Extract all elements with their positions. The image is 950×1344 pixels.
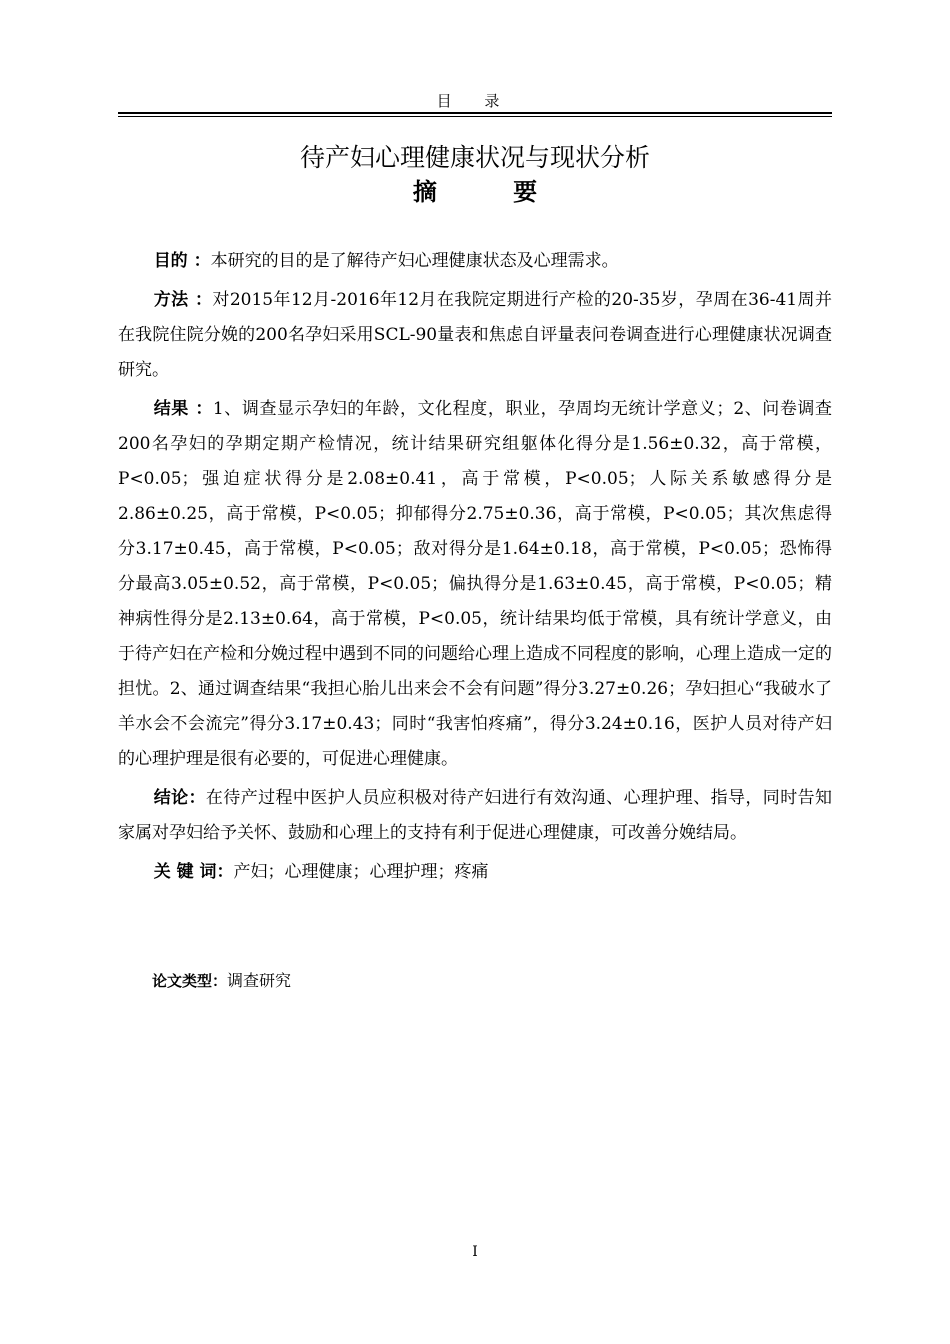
keywords-text: 产妇；心理健康；心理护理；疼痛 <box>233 862 489 882</box>
method-text: 对2015年12月-2016年12月在我院定期进行产检的20-35岁，孕周在36-41周并在我院住院分娩的200名孕妇采用SCL-90量表和焦虑自评量表问卷调查进行心理健康状况调查研究。 <box>118 290 832 380</box>
paper-type <box>152 968 291 991</box>
method-label: 方法 ： <box>153 290 213 310</box>
keywords-label: 关 键 词： <box>153 862 234 882</box>
paper-type-label: 论文类型： <box>152 972 228 990</box>
purpose-paragraph <box>118 244 832 279</box>
page-number: I <box>472 1244 478 1260</box>
abstract-heading: 摘 要 <box>412 177 572 206</box>
header-rule-thick <box>118 112 832 114</box>
abstract-body <box>118 244 832 894</box>
method-paragraph <box>118 283 832 388</box>
conclusion-paragraph <box>118 781 832 851</box>
conclusion-text: 在待产过程中医护人员应积极对待产妇进行有效沟通、心理护理、指导，同时告知家属对孕妇给予关怀、鼓励和心理上的支持有利于促进心理健康，可改善分娩结局。 <box>118 788 833 843</box>
paper-title: 待产妇心理健康状况与现状分析 <box>299 143 650 172</box>
paper-type-value: 调查研究 <box>227 971 292 990</box>
header-rule-thin <box>118 116 832 117</box>
result-paragraph <box>118 392 832 777</box>
purpose-label: 目的 ： <box>153 251 211 271</box>
keywords-paragraph <box>118 855 832 890</box>
purpose-text: 本研究的目的是了解待产妇心理健康状态及心理需求。 <box>210 251 619 271</box>
conclusion-label: 结论： <box>153 788 206 808</box>
running-header: 目 录 <box>436 92 514 110</box>
result-text: 1、调查显示孕妇的年龄，文化程度，职业，孕周均无统计学意义；2、问卷调查200名孕妇的孕期定期产检情况，统计结果研究组躯体化得分是1.56±0.32，高于常模，P<0.05；强迫症状得分是2.08±0.41，高于常模，P<0.05；人际关系敏感得分是2.86±0.25，高于常模，P<0.05；抑郁得分2.75±0.36，高于常模，P<0.05；其次焦虑得分3.17±0.45，高于常模，P<0.05；敌对得分是1.64±0.18，高于常模，P<0.05；恐怖得分最高3.05±0.52，高于常模，P<0.05；偏执得分是1.63±0.45，高于常模，P<0.05；精神病性得分是2.13±0.64，高于常模，P<0.05，统计结果均低于常模，具有统计学意义，由于待产妇在产检和分娩过程中遇到不同的问题给心理上造成不同程度的影响，心理上造成一定的担忧。2、通过调查结果“我担心胎儿出来会不会有问题”得分3.27±0.26；孕妇担心“我破水了羊水会不会流完”得分3.17±0.43；同时“我害怕疼痛”，得分3.24±0.16，医护人员对待产妇的心理护理是很有必要的，可促进心理健康。 <box>118 399 832 769</box>
result-label: 结果 ： <box>153 399 213 419</box>
